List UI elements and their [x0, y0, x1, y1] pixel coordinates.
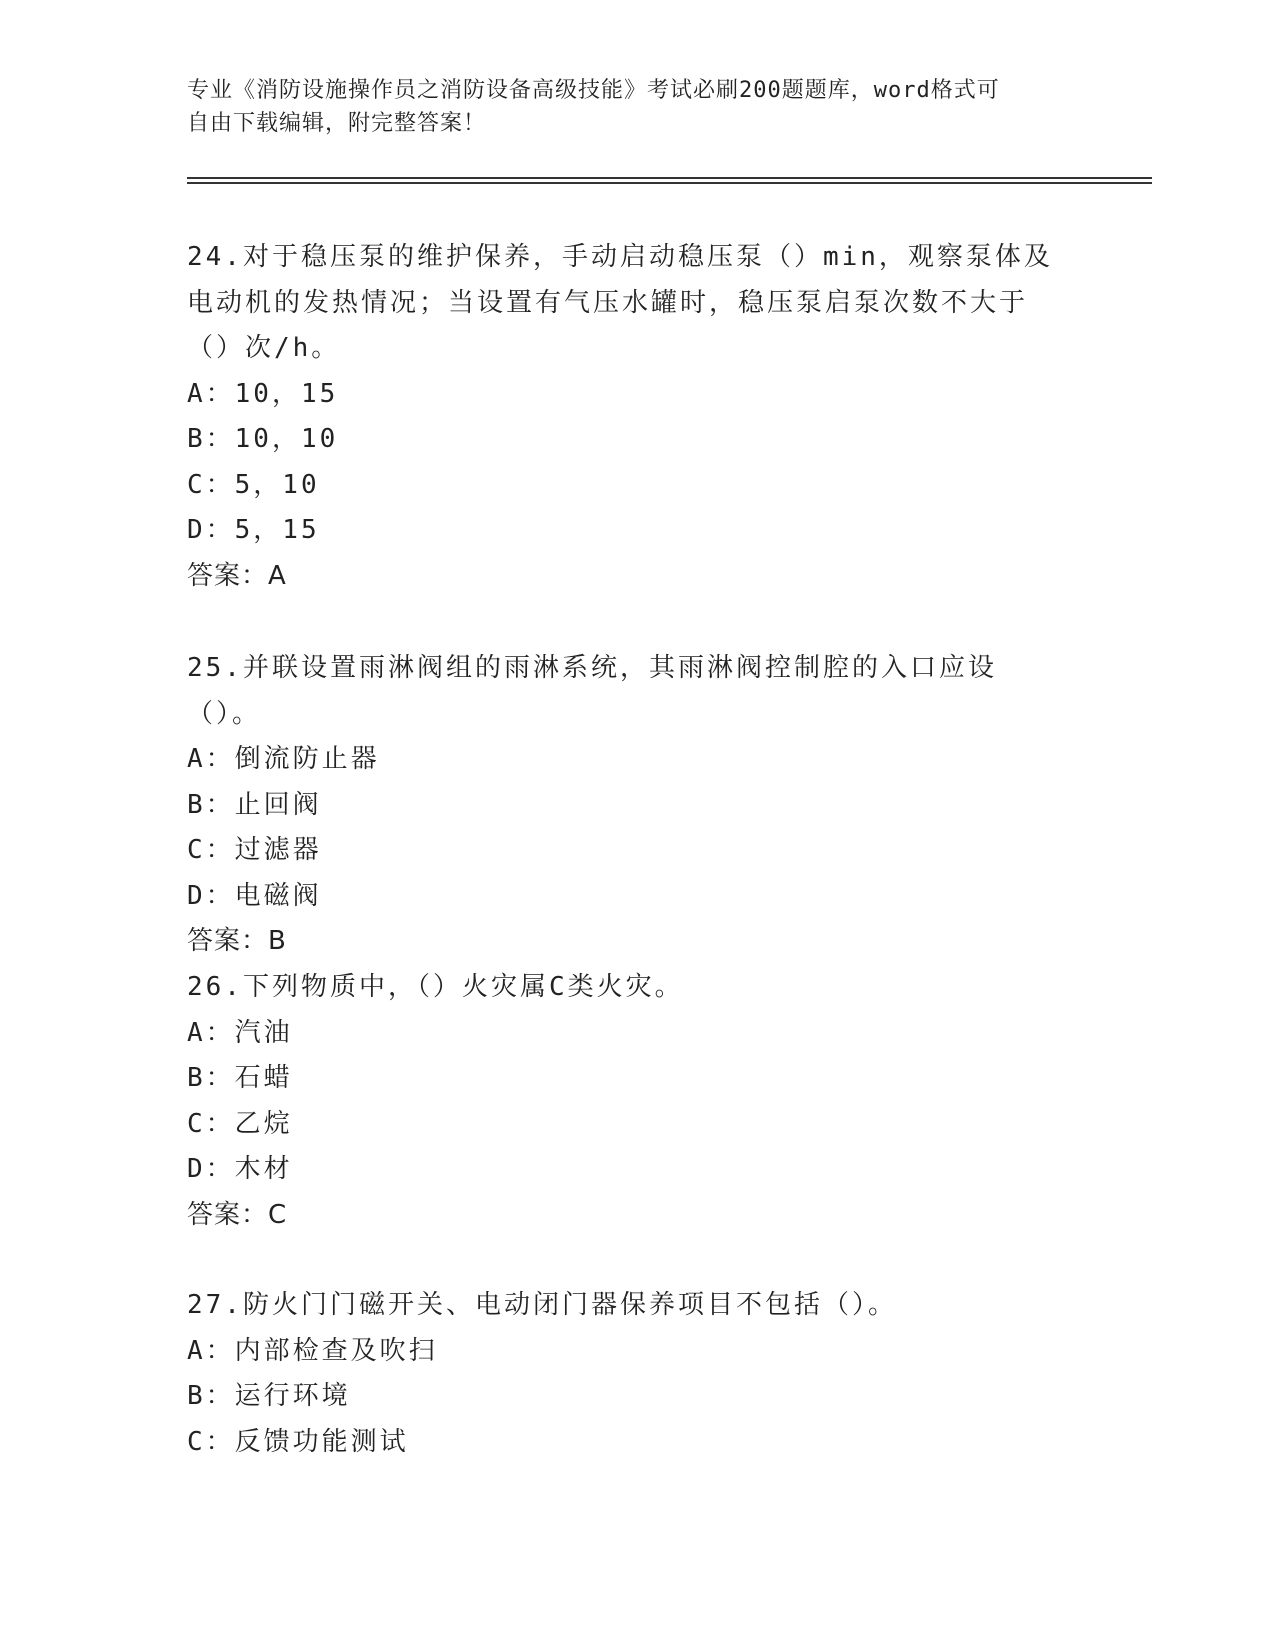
option-b: B：止回阀	[187, 789, 322, 820]
question-24	[187, 235, 1067, 599]
option-a: A：汽油	[187, 1017, 293, 1048]
option-a: A：内部检查及吹扫	[187, 1335, 438, 1366]
option-a: A：倒流防止器	[187, 744, 380, 774]
question-stem: 25.并联设置雨淋阀组的雨淋系统，其雨淋阀控制腔的入口应设（）。	[187, 653, 997, 729]
question-25	[187, 646, 1067, 965]
option-c: C：过滤器	[187, 835, 322, 865]
question-stem: 26.下列物质中，（）火灾属C类火灾。	[187, 972, 684, 1002]
answer-line: 答案：C	[187, 1199, 288, 1230]
option-c: C：乙烷	[187, 1108, 293, 1139]
option-b: B：10，10	[187, 424, 339, 454]
question-stem: 24.对于稳压泵的维护保养，手动启动稳压泵（）min，观察泵体及电动机的发热情况；当设置有气压水罐时，稳压泵启泵次数不大于（）次/h。	[187, 242, 1053, 363]
document-header	[187, 74, 1067, 140]
option-d: D：木材	[187, 1154, 293, 1184]
answer-line: 答案：A	[187, 560, 287, 591]
option-d: D：5，15	[187, 515, 320, 545]
option-b: B：石蜡	[187, 1063, 293, 1093]
option-a: A：10，15	[187, 378, 339, 409]
question-27	[187, 1283, 1067, 1465]
option-c: C：反馈功能测试	[187, 1426, 409, 1457]
option-d: D：电磁阀	[187, 880, 322, 911]
question-26	[187, 965, 1067, 1238]
question-stem: 27.防火门门磁开关、电动闭门器保养项目不包括（）。	[187, 1290, 897, 1320]
header-line-2: 自由下载编辑，附完整答案！	[187, 111, 487, 136]
header-line-1: 专业《消防设施操作员之消防设备高级技能》考试必刷200题题库，word格式可	[187, 78, 1000, 103]
header-divider-bottom	[187, 182, 1152, 184]
option-c: C：5，10	[187, 469, 320, 500]
header-divider-top	[187, 177, 1152, 179]
option-b: B：运行环境	[187, 1381, 351, 1411]
answer-line: 答案：B	[187, 926, 287, 956]
